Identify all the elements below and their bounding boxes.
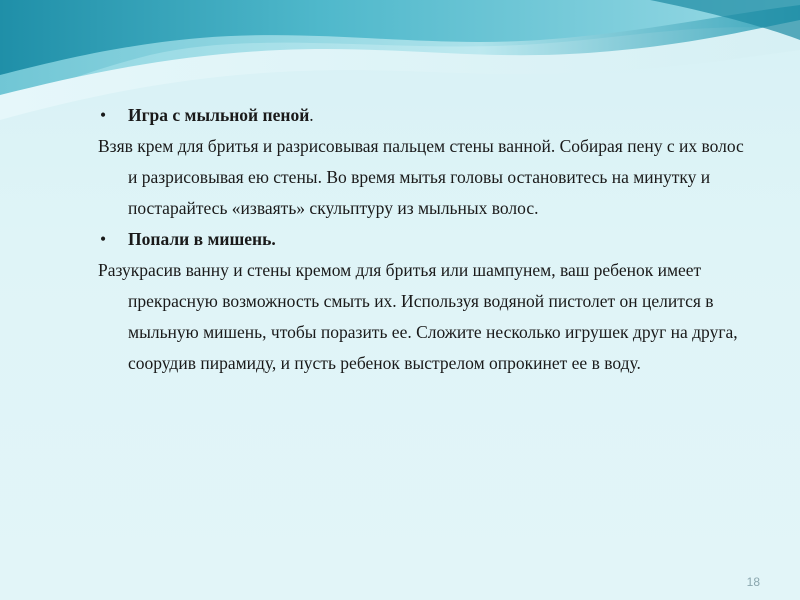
paragraph-2: Разукрасив ванну и стены кремом для бритья или шампунем, ваш ребенок имеет прекрасную возможность смыть их. Используя водяной пистолет он целится в мыльную мишень, чтобы поразить ее. Сложите несколько игрушек друг на друга, соорудив пирамиду, и пусть ребенок выстрелом опрокинет ее в воду. — [98, 260, 738, 373]
bullet-heading-1 — [98, 100, 748, 131]
heading-text-1: Игра с мыльной пеной — [128, 105, 310, 125]
slide-content — [98, 100, 748, 379]
heading-suffix-1: . — [309, 105, 314, 125]
bullet-icon: • — [100, 229, 107, 249]
bullet-heading-2 — [98, 224, 748, 255]
page-number: 18 — [746, 575, 760, 589]
heading-text-2: Попали в мишень. — [128, 229, 276, 249]
paragraph-1: Взяв крем для бритья и разрисовывая пальцем стены ванной. Собирая пену с их волос и разрисовывая ею стены. Во время мытья головы остановитесь на минутку и постарайтесь «изваять» скульптуру из мыльных волос. — [98, 136, 744, 218]
bullet-icon: • — [100, 105, 107, 125]
